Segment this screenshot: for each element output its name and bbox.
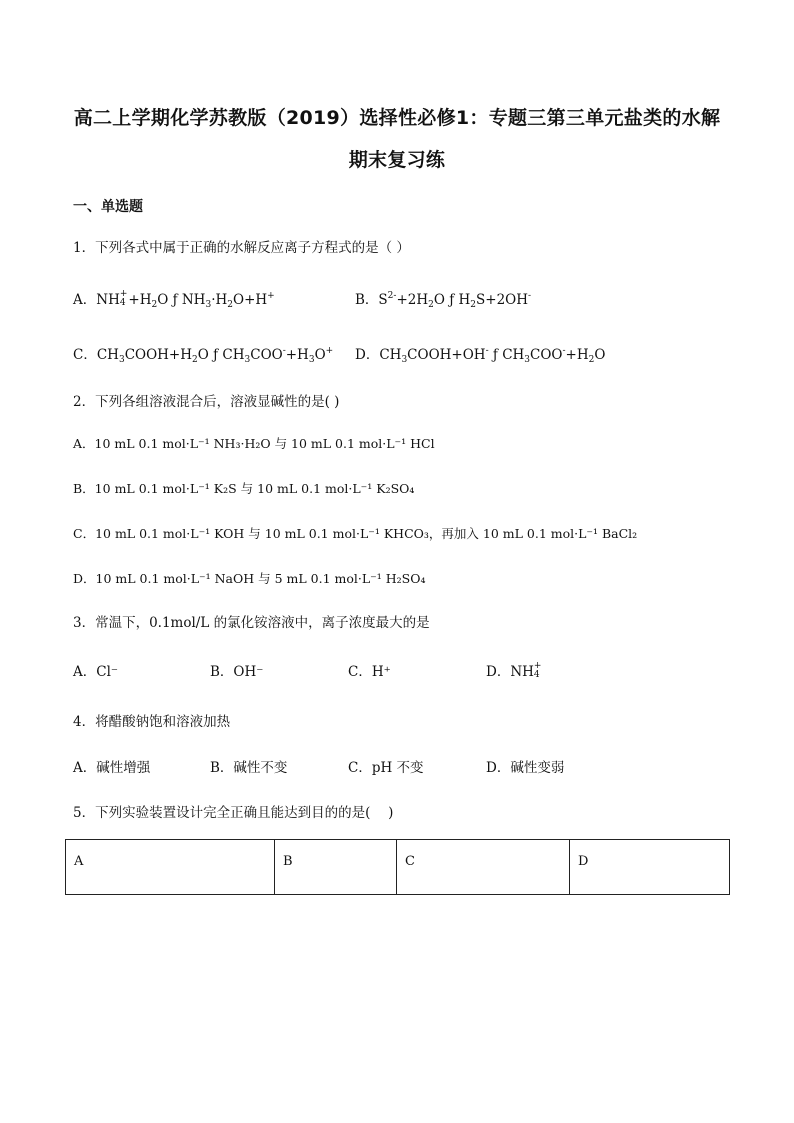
q3-option-b: B．OH⁻: [210, 664, 264, 680]
table-cell-b: B: [275, 840, 397, 895]
question-3-stem: 3．常温下，0.1mol/L 的氯化铵溶液中，离子浓度最大的是: [73, 615, 430, 631]
q1-option-a: A．NH + 4 $+H_2O$ ƒ $NH_3\cdot H_2O+H^+$: [73, 288, 275, 310]
question-5-stem: 5．下列实验装置设计完全正确且能达到目的的是( ): [73, 805, 394, 821]
q5-options-table: [65, 839, 730, 895]
question-4-stem: 4．将醋酸钠饱和溶液加热: [73, 714, 231, 730]
table-cell-a: A: [66, 840, 275, 895]
q3-option-d: D．NH + 4: [486, 660, 542, 680]
question-1-stem: 1．下列各式中属于正确的水解反应离子方程式的是（ ）: [73, 240, 410, 256]
q1-option-b: B．$S^{2-}+2H_2O$ ƒ $H_2S+2OH^-$: [355, 291, 532, 310]
document-title-line2: 期末复习练: [348, 149, 446, 171]
q3-option-a: A．Cl⁻: [73, 664, 119, 680]
q2-option-c: C．10 mL 0.1 mol·L⁻¹ KOH 与 10 mL 0.1 mol·L⁻¹ KHCO₃，再加入 10 mL 0.1 mol·L⁻¹ BaCl₂: [73, 526, 638, 541]
question-2-stem: 2．下列各组溶液混合后，溶液显碱性的是( ): [73, 394, 340, 410]
q1-option-d: D．$CH_3COOH+OH^-$ ƒ $CH_3COO^-+H_2O$: [355, 346, 606, 365]
q2-option-a: A．10 mL 0.1 mol·L⁻¹ NH₃·H₂O 与 10 mL 0.1 mol·L⁻¹ HCl: [73, 436, 435, 451]
q4-option-c: C．pH 不变: [348, 760, 424, 776]
q4-option-b: B．碱性不变: [210, 760, 288, 776]
q1-option-c: C．$CH_3COOH+H_2O$ ƒ $CH_3COO^-+H_3O^+$: [73, 346, 334, 365]
q3-option-c: C．H⁺: [348, 664, 391, 680]
q2-option-b: B．10 mL 0.1 mol·L⁻¹ K₂S 与 10 mL 0.1 mol·L⁻¹ K₂SO₄: [73, 481, 415, 496]
document-title-line1: 高二上学期化学苏教版（2019）选择性必修1：专题三第三单元盐类的水解: [73, 107, 721, 129]
table-cell-c: C: [397, 840, 570, 895]
table-cell-d: D: [570, 840, 730, 895]
q4-option-a: A．碱性增强: [73, 760, 151, 776]
section-heading: 一、单选题: [73, 199, 143, 215]
q4-option-d: D．碱性变弱: [486, 760, 565, 776]
table-row: [66, 840, 730, 895]
q2-option-d: D．10 mL 0.1 mol·L⁻¹ NaOH 与 5 mL 0.1 mol·L⁻¹ H₂SO₄: [73, 571, 426, 586]
